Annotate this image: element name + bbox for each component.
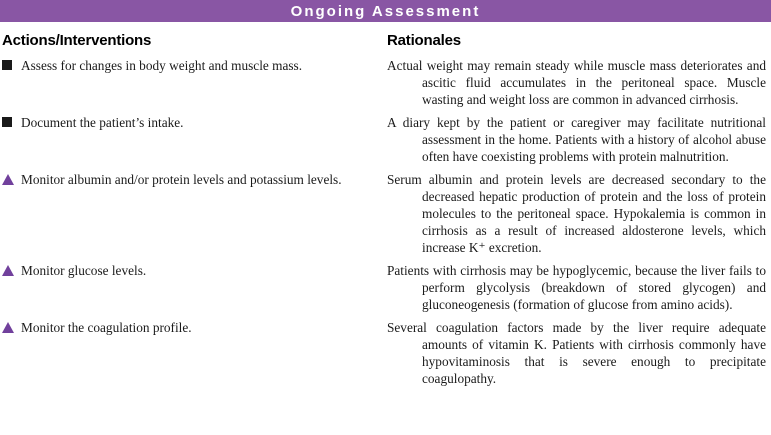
table-row	[2, 319, 767, 387]
rationale-text: Patients with cirrhosis may be hypoglycemic, because the liver fails to perform glycolysis (breakdown of stored glycogen) and gluconeogenesis (formation of glucose from amino acids).	[387, 263, 766, 312]
action-cell	[2, 171, 387, 256]
rationale-text: A diary kept by the patient or caregiver may facilitate nutritional assessment in the home. Patients with a history of alcohol abuse often have coexisting problems with protein malnutrition.	[387, 115, 766, 164]
triangle-bullet-icon	[2, 174, 14, 185]
column-headers	[2, 32, 767, 49]
action-cell	[2, 114, 387, 165]
triangle-bullet-icon	[2, 322, 14, 333]
rationale-text: Actual weight may remain steady while muscle mass deteriorates and ascitic fluid accumulates in the peritoneal space. Muscle wasting and weight loss are common in advanced cirrhosis.	[387, 58, 766, 107]
rationale-text: Serum albumin and protein levels are decreased secondary to the decreased hepatic production of protein and the loss of protein molecules to the peritoneal space. Hypokalemia is common in cirrhosis as a result of increased aldosterone levels, which increase K⁺ excretion.	[387, 172, 766, 255]
rationale-text: Several coagulation factors made by the liver require adequate amounts of vitamin K. Patients with cirrhosis commonly have hypovitaminosis that is severe enough to precipitate coagulopathy.	[387, 320, 766, 386]
table-row	[2, 262, 767, 313]
action-text: Assess for changes in body weight and muscle mass.	[21, 58, 303, 73]
action-text: Monitor albumin and/or protein levels and potassium levels.	[21, 172, 342, 187]
action-text: Monitor the coagulation profile.	[21, 320, 192, 335]
table-row	[2, 171, 767, 256]
table-row	[2, 57, 767, 108]
action-text: Monitor glucose levels.	[21, 263, 147, 278]
action-cell	[2, 319, 387, 387]
section-header-bar	[0, 0, 771, 22]
action-cell	[2, 262, 387, 313]
action-cell	[2, 57, 387, 108]
square-bullet-icon	[2, 60, 12, 70]
action-text: Document the patient’s intake.	[21, 115, 184, 130]
section-title: Ongoing Assessment	[290, 2, 481, 20]
assessment-table	[0, 32, 771, 387]
table-row	[2, 114, 767, 165]
column-header-actions: Actions/Interventions	[2, 32, 152, 49]
square-bullet-icon	[2, 117, 12, 127]
triangle-bullet-icon	[2, 265, 14, 276]
column-header-rationales: Rationales	[387, 32, 461, 49]
